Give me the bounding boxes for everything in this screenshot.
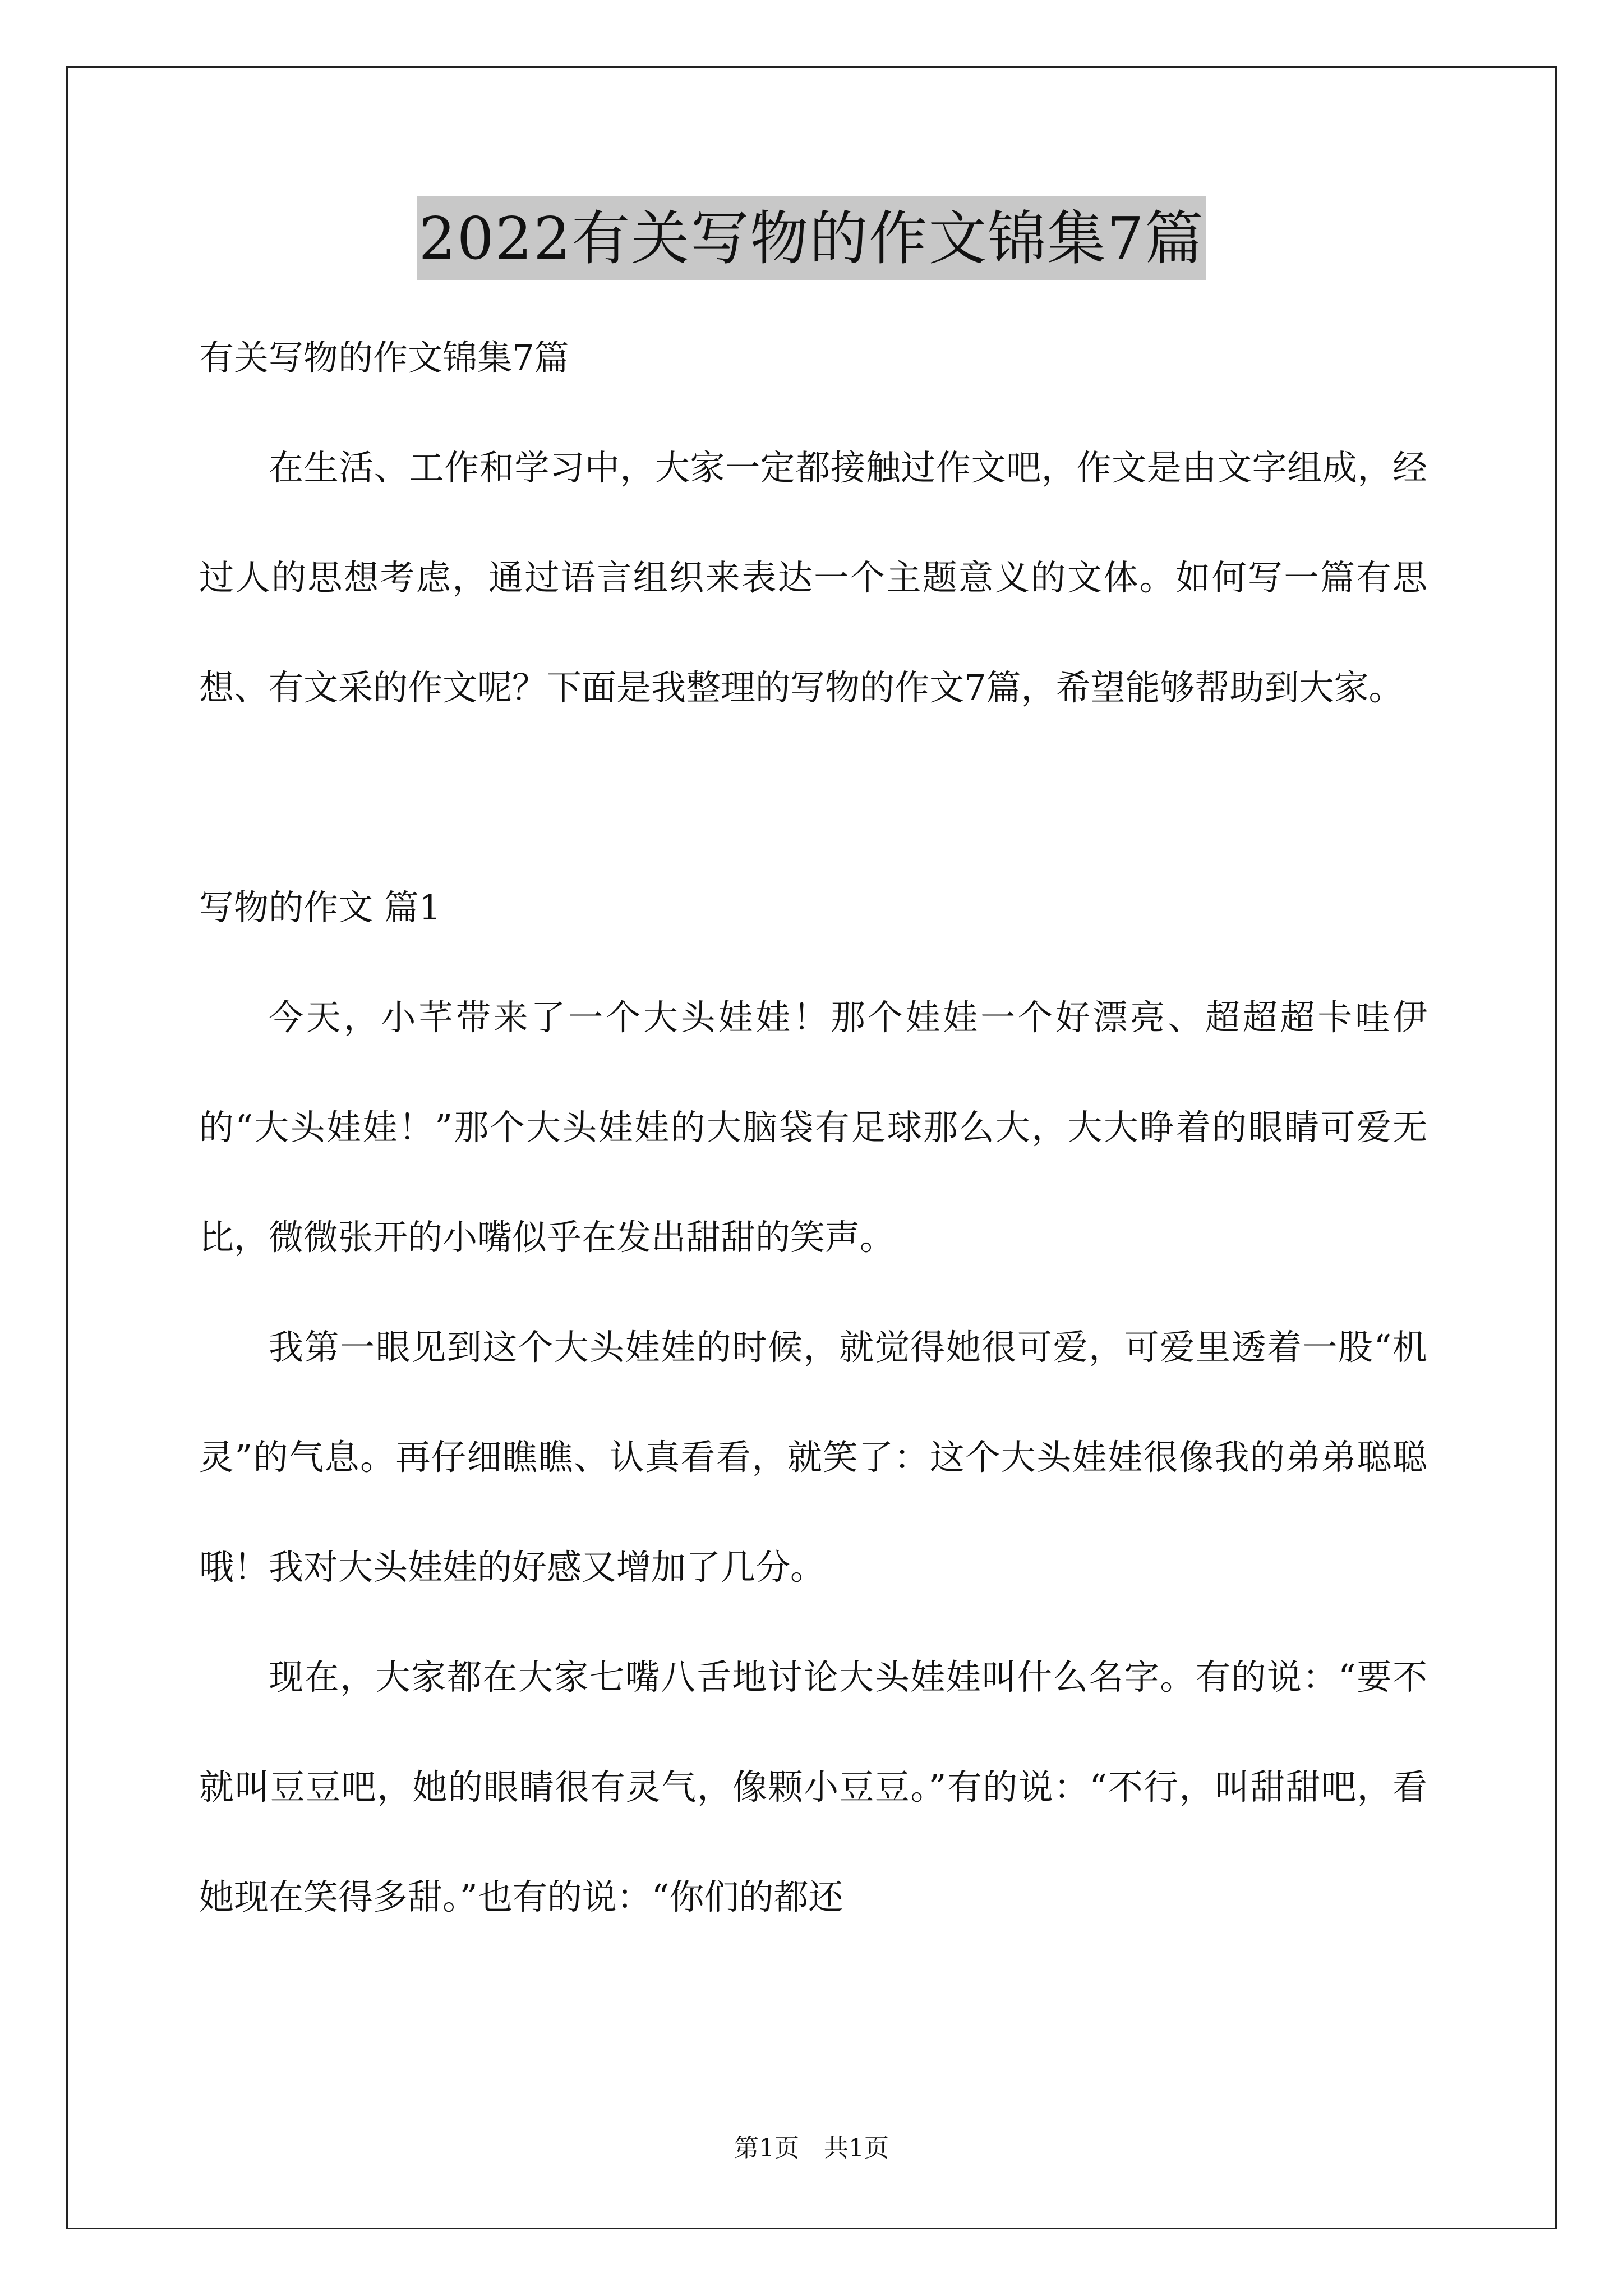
document-body bbox=[199, 303, 1427, 1952]
intro-paragraph: 在生活、工作和学习中，大家一定都接触过作文吧，作文是由文字组成，经过人的思想考虑，通过语言组织来表达一个主题意义的文体。如何写一篇有思想、有文采的作文呢？下面是我整理的写物的作文7篇，希望能够帮助到大家。 bbox=[199, 447, 1427, 708]
section-heading: 写物的作文 篇1 bbox=[199, 887, 441, 928]
body-paragraph: 我第一眼见到这个大头娃娃的时候，就觉得她很可爱，可爱里透着一股“机灵”的气息。再仔细瞧瞧、认真看看，就笑了：这个大头娃娃很像我的弟弟聪聪哦！我对大头娃娃的好感又增加了几分。 bbox=[199, 1327, 1427, 1588]
section-spacer bbox=[199, 743, 1427, 853]
document-subtitle: 有关写物的作文锦集7篇 bbox=[199, 337, 569, 378]
document-title: 2022有关写物的作文锦集7篇 bbox=[417, 196, 1207, 280]
body-paragraph: 现在，大家都在大家七嘴八舌地讨论大头娃娃叫什么名字。有的说：“要不就叫豆豆吧，她的眼睛很有灵气，像颗小豆豆。”有的说：“不行，叫甜甜吧，看她现在笑得多甜。”也有的说：“你们的都还 bbox=[199, 1657, 1427, 1917]
page-number: 第1页 共1页 bbox=[734, 2134, 889, 2162]
title-container bbox=[0, 196, 1623, 280]
body-paragraph: 今天，小芊带来了一个大头娃娃！那个娃娃一个好漂亮、超超超卡哇伊的“大头娃娃！”那个大头娃娃的大脑袋有足球那么大，大大睁着的眼睛可爱无比，微微张开的小嘴似乎在发出甜甜的笑声。 bbox=[199, 997, 1427, 1258]
page-footer bbox=[0, 2132, 1623, 2165]
